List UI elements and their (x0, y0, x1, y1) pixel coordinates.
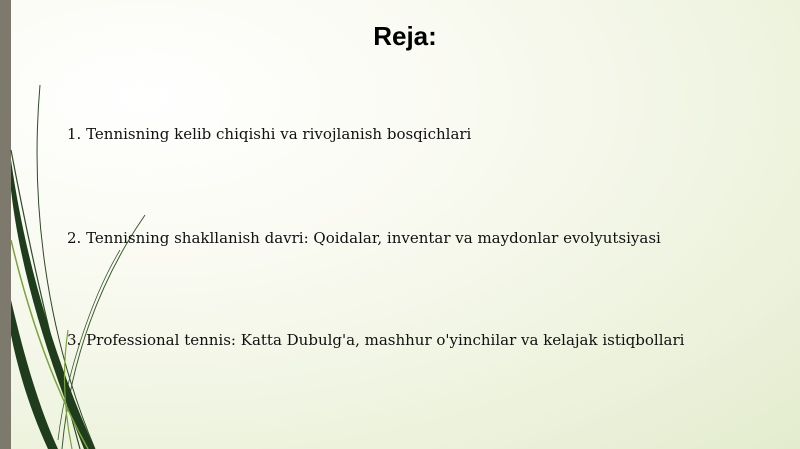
plan-item-2: 2. Tennisning shakllanish davri: Qoidalar, inventar va maydonlar evolyutsiyasi (67, 229, 661, 247)
plan-item-1: 1. Tennisning kelib chiqishi va rivojlanish bosqichlari (67, 125, 472, 143)
slide-title: Reja: (373, 21, 437, 51)
decor-leaf (11, 160, 95, 449)
plan-item-3: 3. Professional tennis: Katta Dubulg'a, mashhur o'yinchilar va kelajak istiqbollari (67, 331, 685, 349)
